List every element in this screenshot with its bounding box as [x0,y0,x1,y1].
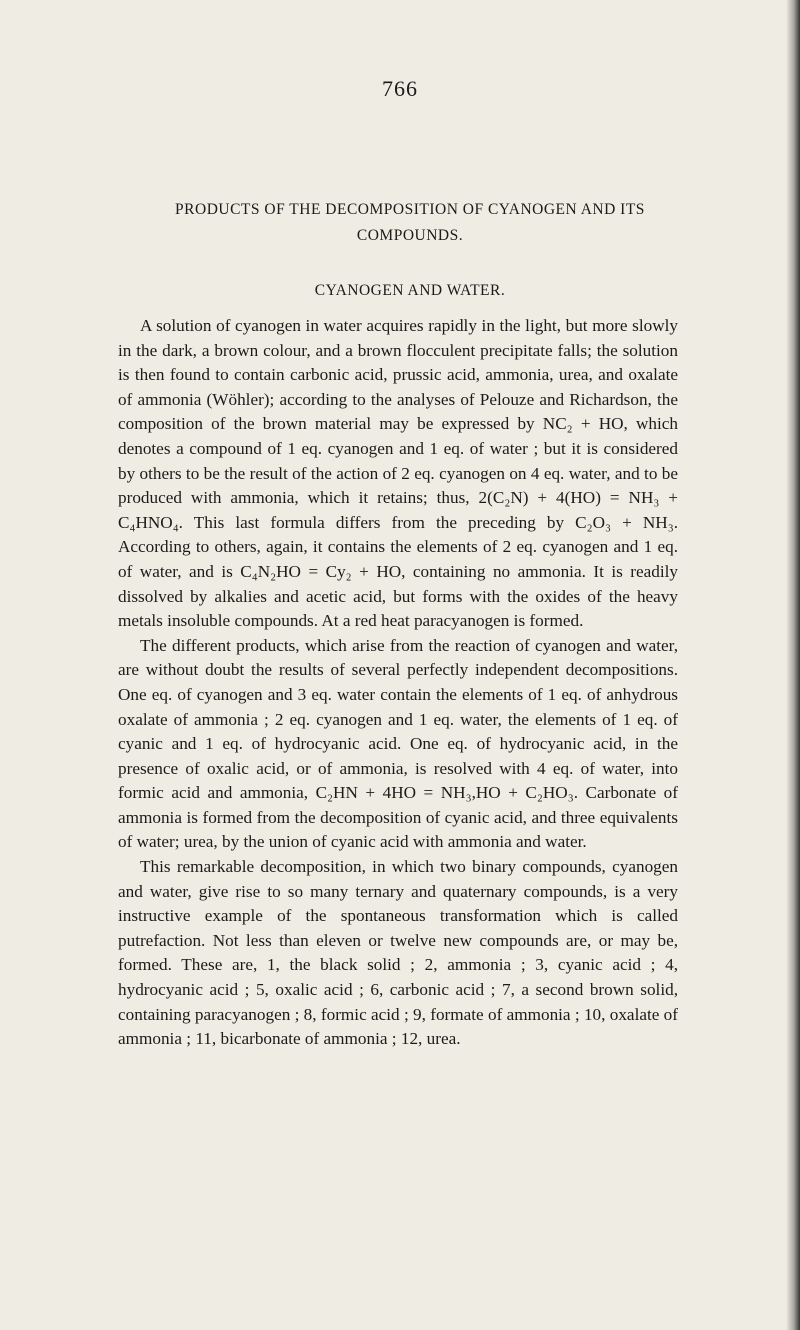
body-text [118,314,678,1052]
chapter-title [100,197,720,249]
paragraph-2: The different products, which arise from the reaction of cyanogen and water, are without doubt the results of several perfectly independent decompositions. One eq. of cyanogen and 3 eq. water contain the elements of 1 eq. of anhydrous oxalate of ammonia ; 2 eq. cyanogen and 1 eq. water, the elements of 1 eq. of cyanic and 1 eq. of hydrocyanic acid. One eq. of hydrocyanic acid, in the presence of oxalic acid, or of ammonia, is resolved with 4 eq. of water, into formic acid and ammonia, C₂HN + 4HO = NH₃,HO + C₂HO₃. Carbonate of ammonia is formed from the decomposition of cyanic acid, and three equivalents of water; urea, by the union of cyanic acid with ammonia and water. [118,635,678,852]
page-number: 766 [382,76,418,101]
page-edge-shadow [786,0,800,1330]
chapter-title-line-2: COMPOUNDS. [356,227,464,244]
chapter-title-line-1: PRODUCTS OF THE DECOMPOSITION OF CYANOGEN AND ITS [175,201,645,218]
paragraph-1: A solution of cyanogen in water acquires rapidly in the light, but more slowly in the dark, a brown colour, and a brown flocculent precipitate falls; the solution is then found to contain carbonic acid, prussic acid, ammonia, urea, and oxalate of ammonia (Wöhler); according to the analyses of Pelouze and Richardson, the composition of the brown material may be expressed by NC₂ + HO, which denotes a compound of 1 eq. cyanogen and 1 eq. of water ; but it is considered by others to be the result of the action of 2 eq. cyanogen on 4 eq. water, and to be produced with ammonia, which it retains; thus, 2(C₂N) + 4(HO) = NH₃ + C₄HNO₄. This last formula differs from the preceding by C₂O₃ + NH₃. According to others, again, it contains the elements of 2 eq. cyanogen and 1 eq. of water, and is C₄N₂HO = Cy₂ + HO, containing no ammonia. It is readily dissolved by alkalies and acetic acid, but forms with the oxides of the heavy metals insoluble compounds. At a red heat paracyanogen is formed. [118,316,678,631]
section-heading: CYANOGEN AND WATER. [314,282,506,299]
paragraph-3: This remarkable decomposition, in which two binary compounds, cyanogen and water, give rise to so many ternary and quaternary compounds, is a very instructive example of the spontaneous transformation which is called putrefaction. Not less than eleven or twelve new compounds are, or may be, formed. These are, 1, the black solid ; 2, ammonia ; 3, cyanic acid ; 4, hydrocyanic acid ; 5, oxalic acid ; 6, carbonic acid ; 7, a second brown solid, containing paracyanogen ; 8, formic acid ; 9, formate of ammonia ; 10, oxalate of ammonia ; 11, bicarbonate of ammonia ; 12, urea. [118,857,678,1049]
